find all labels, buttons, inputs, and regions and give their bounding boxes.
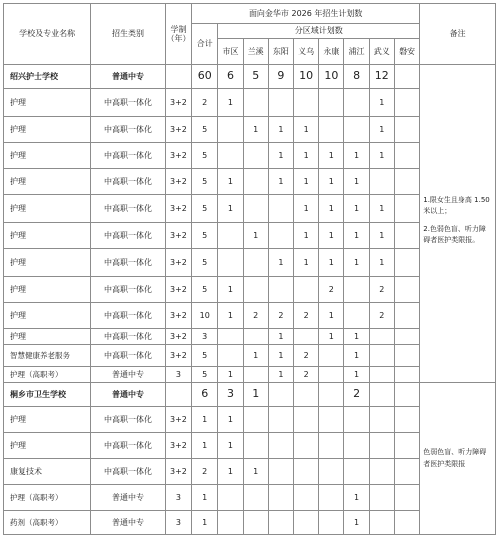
major-district-yongkang <box>319 89 344 117</box>
major-district-yiwu <box>294 407 319 433</box>
header-district-yongkang: 永康 <box>319 39 344 65</box>
major-category: 中高职一体化 <box>91 249 166 277</box>
major-district-yiwu <box>294 89 319 117</box>
major-name: 智慧健康养老服务 <box>4 345 91 367</box>
major-district-lanxi <box>243 433 268 459</box>
major-name: 护理 <box>4 249 91 277</box>
major-name: 护理 <box>4 117 91 143</box>
major-district-wuyi: 1 <box>369 143 394 169</box>
major-district-wuyi <box>369 345 394 367</box>
major-category: 普通中专 <box>91 485 166 511</box>
major-duration: 3+2 <box>165 169 191 195</box>
major-district-yiwu <box>294 485 319 511</box>
major-category: 普通中专 <box>91 367 166 383</box>
school-district-wuyi: 12 <box>369 65 394 89</box>
major-district-yongkang <box>319 367 344 383</box>
major-district-panan <box>394 367 419 383</box>
major-district-pujiang <box>344 277 369 303</box>
major-total: 5 <box>192 117 218 143</box>
major-district-wuyi: 1 <box>369 89 394 117</box>
header-district-title: 分区域计划数 <box>218 24 420 39</box>
major-district-panan <box>394 249 419 277</box>
major-district-panan <box>394 459 419 485</box>
major-name: 护理（高职考） <box>4 485 91 511</box>
major-district-yiwu: 1 <box>294 249 319 277</box>
major-district-wuyi <box>369 407 394 433</box>
major-district-yongkang <box>319 511 344 535</box>
header-district-shiqu: 市区 <box>218 39 243 65</box>
major-district-wuyi: 1 <box>369 223 394 249</box>
major-district-pujiang <box>344 303 369 329</box>
major-name: 护理 <box>4 303 91 329</box>
major-district-lanxi <box>243 277 268 303</box>
major-district-dongyang: 2 <box>268 303 293 329</box>
major-district-pujiang <box>344 89 369 117</box>
remark-line: 2.色弱色盲、听力障碍者医护类限报。 <box>423 224 486 244</box>
major-name: 护理 <box>4 89 91 117</box>
major-district-yongkang <box>319 117 344 143</box>
major-district-wuyi: 1 <box>369 195 394 223</box>
major-district-lanxi <box>243 407 268 433</box>
major-district-dongyang: 1 <box>268 367 293 383</box>
major-district-shiqu <box>218 511 243 535</box>
header-district-yiwu: 义乌 <box>294 39 319 65</box>
major-district-shiqu: 1 <box>218 433 243 459</box>
major-duration: 3+2 <box>165 459 191 485</box>
major-district-pujiang: 1 <box>344 223 369 249</box>
school-name: 绍兴护士学校 <box>4 65 91 89</box>
school-district-shiqu: 3 <box>218 383 243 407</box>
major-district-panan <box>394 117 419 143</box>
major-district-panan <box>394 433 419 459</box>
major-district-panan <box>394 485 419 511</box>
major-district-shiqu <box>218 329 243 345</box>
major-district-shiqu: 1 <box>218 195 243 223</box>
major-district-yongkang: 1 <box>319 329 344 345</box>
major-total: 10 <box>192 303 218 329</box>
major-duration: 3 <box>165 367 191 383</box>
major-district-yiwu <box>294 459 319 485</box>
school-district-yiwu: 10 <box>294 65 319 89</box>
major-district-panan <box>394 329 419 345</box>
major-district-wuyi: 2 <box>369 303 394 329</box>
major-name: 护理 <box>4 277 91 303</box>
header-district-wuyi: 武义 <box>369 39 394 65</box>
header-district-dongyang: 东阳 <box>268 39 293 65</box>
major-district-lanxi <box>243 511 268 535</box>
major-district-dongyang <box>268 277 293 303</box>
major-district-yongkang <box>319 485 344 511</box>
major-total: 5 <box>192 143 218 169</box>
major-district-shiqu <box>218 117 243 143</box>
major-category: 中高职一体化 <box>91 407 166 433</box>
major-name: 护理 <box>4 433 91 459</box>
major-district-yongkang: 1 <box>319 303 344 329</box>
major-district-shiqu <box>218 345 243 367</box>
major-district-shiqu: 1 <box>218 459 243 485</box>
school-duration <box>165 383 191 407</box>
major-duration: 3+2 <box>165 195 191 223</box>
major-district-yiwu: 1 <box>294 195 319 223</box>
remark-line: 1.限女生且身高 1.50 米以上； <box>423 196 490 216</box>
major-district-pujiang <box>344 433 369 459</box>
major-total: 3 <box>192 329 218 345</box>
school-district-dongyang <box>268 383 293 407</box>
major-district-wuyi: 1 <box>369 249 394 277</box>
header-total: 合计 <box>192 24 218 65</box>
major-district-yongkang: 2 <box>319 277 344 303</box>
major-district-lanxi: 1 <box>243 117 268 143</box>
major-district-lanxi <box>243 329 268 345</box>
major-district-panan <box>394 89 419 117</box>
major-district-yiwu: 1 <box>294 117 319 143</box>
major-district-panan <box>394 511 419 535</box>
major-district-yiwu: 2 <box>294 367 319 383</box>
major-duration: 3+2 <box>165 223 191 249</box>
major-district-panan <box>394 277 419 303</box>
major-category: 中高职一体化 <box>91 223 166 249</box>
school-row <box>4 383 496 407</box>
school-district-yongkang <box>319 383 344 407</box>
major-duration: 3+2 <box>165 249 191 277</box>
major-total: 5 <box>192 249 218 277</box>
major-district-yiwu: 2 <box>294 303 319 329</box>
major-district-wuyi <box>369 367 394 383</box>
major-total: 2 <box>192 89 218 117</box>
major-district-shiqu: 1 <box>218 89 243 117</box>
major-duration: 3+2 <box>165 433 191 459</box>
major-district-panan <box>394 303 419 329</box>
major-name: 护理（高职考） <box>4 367 91 383</box>
major-district-dongyang <box>268 459 293 485</box>
enrollment-plan-table <box>3 3 496 535</box>
major-district-lanxi <box>243 169 268 195</box>
header-school-major: 学校及专业名称 <box>4 4 91 65</box>
school-district-shiqu: 6 <box>218 65 243 89</box>
major-district-yiwu <box>294 433 319 459</box>
major-district-yongkang: 1 <box>319 223 344 249</box>
major-name: 护理 <box>4 329 91 345</box>
major-category: 中高职一体化 <box>91 329 166 345</box>
major-district-lanxi <box>243 143 268 169</box>
major-district-yiwu: 1 <box>294 143 319 169</box>
major-duration: 3+2 <box>165 407 191 433</box>
major-district-wuyi <box>369 511 394 535</box>
major-district-dongyang: 1 <box>268 329 293 345</box>
header-plan-title: 面向金华市 2026 年招生计划数 <box>192 4 420 24</box>
major-district-panan <box>394 195 419 223</box>
major-duration: 3+2 <box>165 329 191 345</box>
header-district-lanxi: 兰溪 <box>243 39 268 65</box>
major-district-dongyang <box>268 195 293 223</box>
major-district-yongkang <box>319 459 344 485</box>
major-total: 1 <box>192 511 218 535</box>
school-district-wuyi <box>369 383 394 407</box>
school-category: 普通中专 <box>91 383 166 407</box>
major-district-dongyang <box>268 407 293 433</box>
major-district-wuyi <box>369 459 394 485</box>
major-district-yiwu <box>294 511 319 535</box>
major-district-wuyi <box>369 485 394 511</box>
major-district-lanxi: 1 <box>243 345 268 367</box>
major-district-wuyi: 1 <box>369 117 394 143</box>
school-total: 60 <box>192 65 218 89</box>
major-district-dongyang <box>268 89 293 117</box>
major-district-pujiang: 1 <box>344 345 369 367</box>
major-total: 5 <box>192 195 218 223</box>
major-duration: 3+2 <box>165 277 191 303</box>
school-district-lanxi: 1 <box>243 383 268 407</box>
major-district-lanxi: 1 <box>243 223 268 249</box>
major-district-wuyi: 2 <box>369 277 394 303</box>
major-district-panan <box>394 223 419 249</box>
major-duration: 3+2 <box>165 117 191 143</box>
major-duration: 3 <box>165 511 191 535</box>
major-category: 中高职一体化 <box>91 345 166 367</box>
major-district-lanxi <box>243 367 268 383</box>
major-category: 普通中专 <box>91 511 166 535</box>
major-district-pujiang <box>344 459 369 485</box>
major-district-dongyang: 1 <box>268 117 293 143</box>
major-district-panan <box>394 143 419 169</box>
major-category: 中高职一体化 <box>91 195 166 223</box>
major-district-pujiang: 1 <box>344 249 369 277</box>
major-name: 药剂（高职考） <box>4 511 91 535</box>
major-total: 5 <box>192 223 218 249</box>
remarks-cell <box>420 65 496 383</box>
major-district-dongyang: 1 <box>268 345 293 367</box>
school-row <box>4 65 496 89</box>
major-district-pujiang: 1 <box>344 195 369 223</box>
major-district-yongkang: 1 <box>319 143 344 169</box>
school-district-lanxi: 5 <box>243 65 268 89</box>
major-district-shiqu <box>218 249 243 277</box>
major-total: 5 <box>192 367 218 383</box>
major-district-wuyi <box>369 329 394 345</box>
major-district-shiqu: 1 <box>218 169 243 195</box>
major-total: 2 <box>192 459 218 485</box>
major-total: 1 <box>192 407 218 433</box>
major-district-dongyang <box>268 433 293 459</box>
major-district-yongkang <box>319 345 344 367</box>
major-district-yiwu: 1 <box>294 223 319 249</box>
major-name: 护理 <box>4 195 91 223</box>
major-district-wuyi <box>369 169 394 195</box>
major-total: 1 <box>192 433 218 459</box>
major-district-yiwu: 1 <box>294 169 319 195</box>
major-category: 中高职一体化 <box>91 169 166 195</box>
major-district-pujiang: 1 <box>344 367 369 383</box>
major-district-dongyang <box>268 511 293 535</box>
major-duration: 3+2 <box>165 89 191 117</box>
major-district-dongyang <box>268 223 293 249</box>
major-name: 护理 <box>4 143 91 169</box>
remarks-cell: 色弱色盲、听力障碍者医护类限报 <box>420 383 496 535</box>
major-district-shiqu: 1 <box>218 407 243 433</box>
major-duration: 3+2 <box>165 345 191 367</box>
major-category: 中高职一体化 <box>91 117 166 143</box>
major-district-yiwu <box>294 277 319 303</box>
major-district-yiwu <box>294 329 319 345</box>
major-district-yongkang <box>319 433 344 459</box>
major-total: 5 <box>192 169 218 195</box>
major-name: 护理 <box>4 169 91 195</box>
major-district-yongkang <box>319 407 344 433</box>
major-district-wuyi <box>369 433 394 459</box>
school-district-yiwu <box>294 383 319 407</box>
major-duration: 3+2 <box>165 303 191 329</box>
major-district-lanxi: 1 <box>243 459 268 485</box>
school-total: 6 <box>192 383 218 407</box>
major-district-dongyang: 1 <box>268 249 293 277</box>
major-district-shiqu: 1 <box>218 367 243 383</box>
major-category: 中高职一体化 <box>91 277 166 303</box>
header-duration: 学制（年） <box>165 4 191 65</box>
major-district-shiqu <box>218 485 243 511</box>
major-district-pujiang: 1 <box>344 511 369 535</box>
major-district-dongyang <box>268 485 293 511</box>
major-total: 5 <box>192 345 218 367</box>
school-duration <box>165 65 191 89</box>
major-district-pujiang: 1 <box>344 143 369 169</box>
major-district-shiqu: 1 <box>218 303 243 329</box>
major-duration: 3 <box>165 485 191 511</box>
major-district-shiqu <box>218 223 243 249</box>
major-total: 1 <box>192 485 218 511</box>
major-district-pujiang: 1 <box>344 329 369 345</box>
major-district-dongyang: 1 <box>268 169 293 195</box>
major-district-shiqu <box>218 143 243 169</box>
major-district-pujiang <box>344 117 369 143</box>
major-category: 中高职一体化 <box>91 433 166 459</box>
major-name: 护理 <box>4 407 91 433</box>
header-district-panan: 磐安 <box>394 39 419 65</box>
major-name: 护理 <box>4 223 91 249</box>
major-district-dongyang: 1 <box>268 143 293 169</box>
major-category: 中高职一体化 <box>91 89 166 117</box>
school-district-pujiang: 8 <box>344 65 369 89</box>
school-category: 普通中专 <box>91 65 166 89</box>
major-district-panan <box>394 345 419 367</box>
header-district-pujiang: 浦江 <box>344 39 369 65</box>
school-district-dongyang: 9 <box>268 65 293 89</box>
school-district-pujiang: 2 <box>344 383 369 407</box>
major-category: 中高职一体化 <box>91 143 166 169</box>
major-district-pujiang: 1 <box>344 169 369 195</box>
major-district-shiqu: 1 <box>218 277 243 303</box>
major-district-yiwu: 2 <box>294 345 319 367</box>
major-district-yongkang: 1 <box>319 249 344 277</box>
major-district-panan <box>394 407 419 433</box>
header-remarks: 备注 <box>420 4 496 65</box>
school-district-panan <box>394 383 419 407</box>
major-district-panan <box>394 169 419 195</box>
major-district-pujiang: 1 <box>344 485 369 511</box>
school-district-panan <box>394 65 419 89</box>
major-category: 中高职一体化 <box>91 459 166 485</box>
major-district-lanxi: 2 <box>243 303 268 329</box>
major-district-yongkang: 1 <box>319 195 344 223</box>
major-district-lanxi <box>243 89 268 117</box>
major-total: 5 <box>192 277 218 303</box>
enrollment-plan-table-container <box>3 3 496 535</box>
major-district-lanxi <box>243 195 268 223</box>
school-district-yongkang: 10 <box>319 65 344 89</box>
major-district-pujiang <box>344 407 369 433</box>
header-category: 招生类别 <box>91 4 166 65</box>
major-name: 康复技术 <box>4 459 91 485</box>
school-name: 桐乡市卫生学校 <box>4 383 91 407</box>
major-duration: 3+2 <box>165 143 191 169</box>
major-district-lanxi <box>243 485 268 511</box>
major-category: 中高职一体化 <box>91 303 166 329</box>
major-district-lanxi <box>243 249 268 277</box>
major-district-yongkang: 1 <box>319 169 344 195</box>
